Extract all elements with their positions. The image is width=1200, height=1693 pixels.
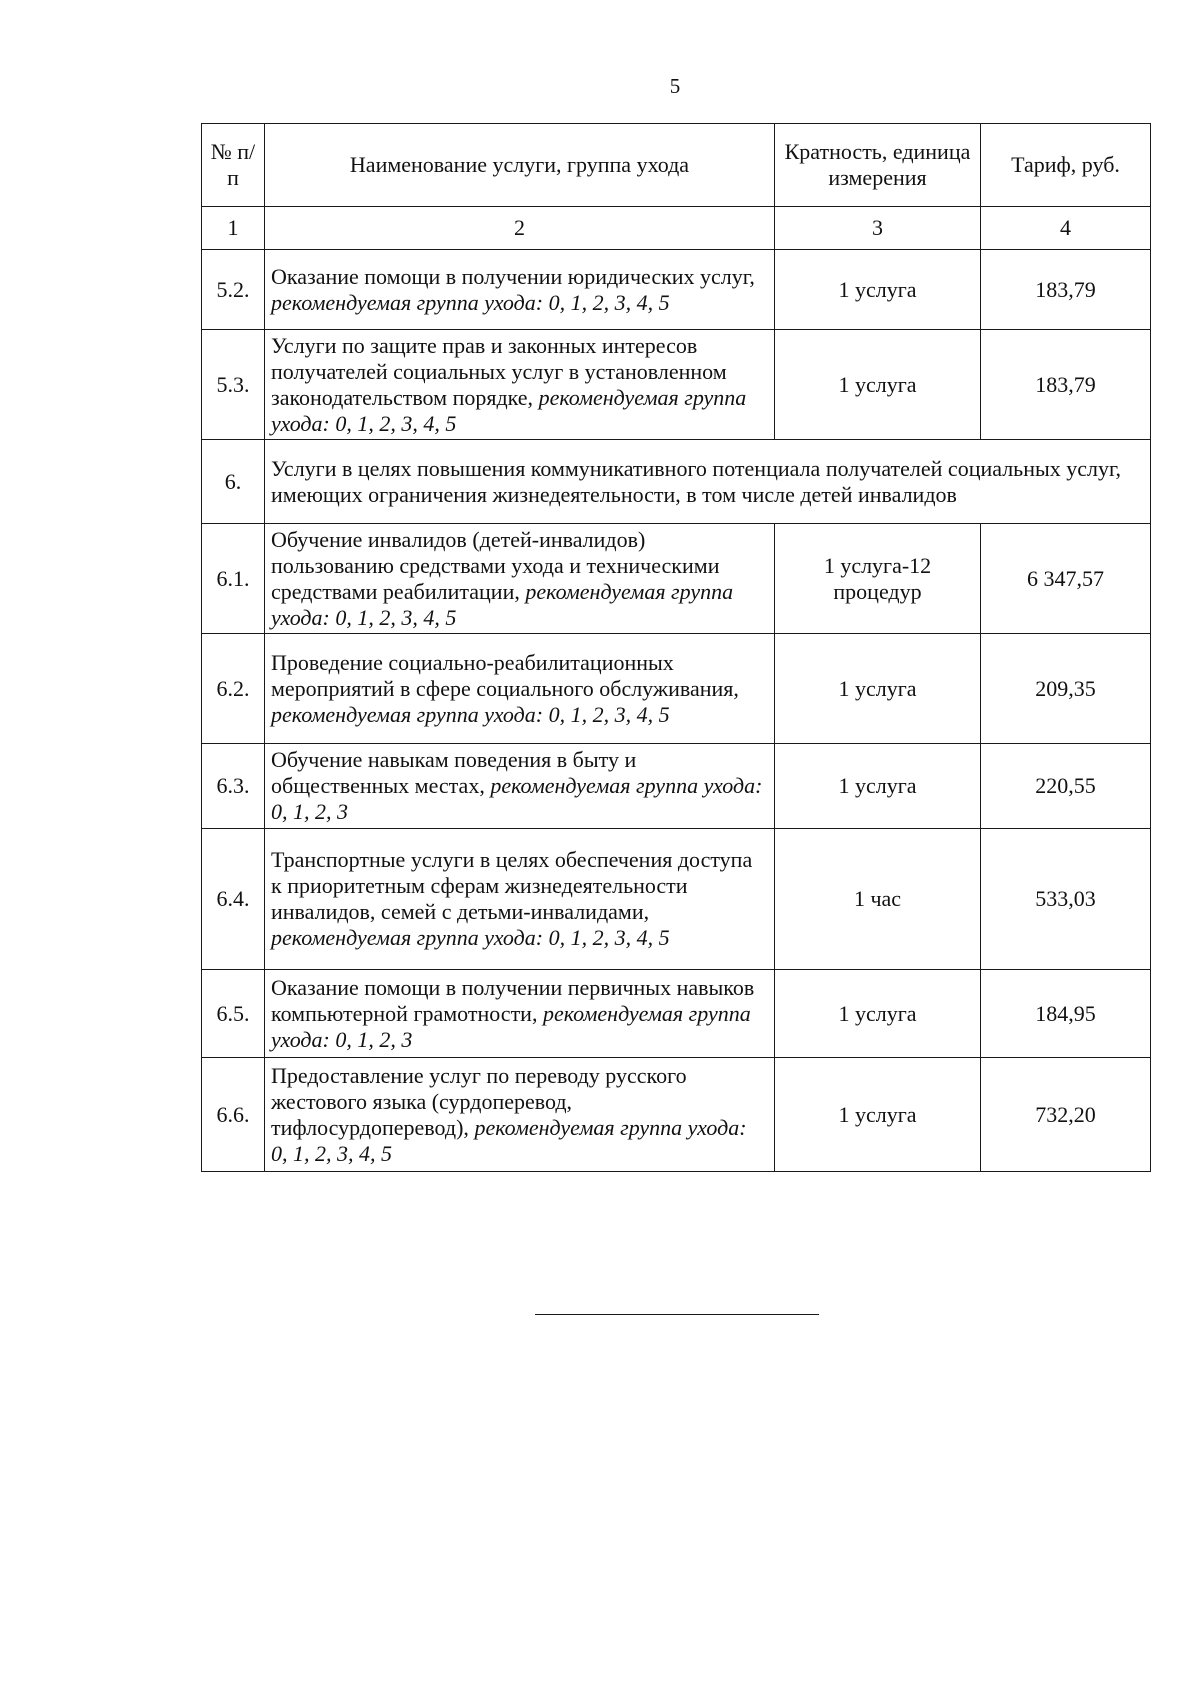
header-num: № п/п <box>202 124 265 207</box>
section-title: Услуги в целях повышения коммуникативного потенциала получателей социальных услуг, имеющих ограничения жизнедеятельности, в том числе детей инвалидов <box>265 440 1151 524</box>
unit-cell: 1 услуга-12 процедур <box>775 524 981 634</box>
service-name-cell <box>265 970 775 1058</box>
tariff-table <box>201 123 1151 1172</box>
care-group: рекомендуемая группа ухода: 0, 1, 2, 3, 4, 5 <box>271 289 670 315</box>
column-index: 2 <box>265 207 775 250</box>
page-number: 5 <box>669 74 681 98</box>
service-name-cell <box>265 1058 775 1172</box>
section-row <box>202 440 1151 524</box>
table-row <box>202 829 1151 970</box>
header-tariff: Тариф, руб. <box>981 124 1151 207</box>
row-number: 6.2. <box>202 634 265 744</box>
care-group: рекомендуемая группа ухода: 0, 1, 2, 3 <box>271 773 763 824</box>
table-row <box>202 1058 1151 1172</box>
tariff-cell: 184,95 <box>981 970 1151 1058</box>
service-name-cell <box>265 330 775 440</box>
service-name-cell <box>265 744 775 829</box>
care-group: рекомендуемая группа ухода: 0, 1, 2, 3, 4, 5 <box>271 701 670 727</box>
tariff-cell: 183,79 <box>981 250 1151 330</box>
service-name-cell <box>265 524 775 634</box>
end-of-document-line <box>535 1314 819 1315</box>
unit-cell: 1 услуга <box>775 1058 981 1172</box>
row-number: 6. <box>202 440 265 524</box>
tariff-cell: 732,20 <box>981 1058 1151 1172</box>
unit-cell: 1 услуга <box>775 250 981 330</box>
table-row <box>202 250 1151 330</box>
tariff-cell: 533,03 <box>981 829 1151 970</box>
row-number: 5.2. <box>202 250 265 330</box>
tariff-cell: 6 347,57 <box>981 524 1151 634</box>
table-row <box>202 970 1151 1058</box>
unit-cell: 1 услуга <box>775 970 981 1058</box>
table-row <box>202 330 1151 440</box>
care-group: рекомендуемая группа ухода: 0, 1, 2, 3, 4, 5 <box>271 925 670 950</box>
column-index: 4 <box>981 207 1151 250</box>
tariff-cell: 183,79 <box>981 330 1151 440</box>
column-index-row <box>202 207 1151 250</box>
service-name-cell <box>265 634 775 744</box>
service-name: Оказание помощи в получении первичных навыков компьютерной грамотности, <box>271 974 755 1026</box>
table-row <box>202 634 1151 744</box>
service-name: Транспортные услуги в целях обеспечения доступа к приоритетным сферам жизнедеятельности инвалидов, семей с детьми-инвалидами, <box>271 847 753 924</box>
column-index: 1 <box>202 207 265 250</box>
table-row <box>202 744 1151 829</box>
care-group: рекомендуемая группа ухода: 0, 1, 2, 3, 4, 5 <box>271 578 734 630</box>
tariff-cell: 220,55 <box>981 744 1151 829</box>
unit-cell: 1 услуга <box>775 634 981 744</box>
unit-cell: 1 услуга <box>775 330 981 440</box>
service-name: Предоставление услуг по переводу русского жестового языка (сурдоперевод, тифлосурдоперевод), <box>271 1062 687 1140</box>
service-name: Обучение навыкам поведения в быту и общественных местах, <box>271 747 637 798</box>
unit-cell: 1 час <box>775 829 981 970</box>
row-number: 5.3. <box>202 330 265 440</box>
care-group: рекомендуемая группа ухода: 0, 1, 2, 3, 4, 5 <box>271 384 747 436</box>
table-header-row <box>202 124 1151 207</box>
service-name: Оказание помощи в получении юридических услуг, <box>271 263 755 289</box>
service-name: Обучение инвалидов (детей-инвалидов) пользованию средствами ухода и техническими средствами реабилитации, <box>271 526 720 604</box>
row-number: 6.6. <box>202 1058 265 1172</box>
service-name-cell <box>265 829 775 970</box>
table-row <box>202 524 1151 634</box>
header-unit: Кратность, единица измерения <box>775 124 981 207</box>
column-index: 3 <box>775 207 981 250</box>
row-number: 6.5. <box>202 970 265 1058</box>
service-name: Проведение социально-реабилитационных мероприятий в сфере социального обслуживания, <box>271 649 739 701</box>
row-number: 6.1. <box>202 524 265 634</box>
unit-cell: 1 услуга <box>775 744 981 829</box>
header-name: Наименование услуги, группа ухода <box>265 124 775 207</box>
row-number: 6.4. <box>202 829 265 970</box>
service-name-cell <box>265 250 775 330</box>
care-group: рекомендуемая группа ухода: 0, 1, 2, 3 <box>271 1000 751 1052</box>
row-number: 6.3. <box>202 744 265 829</box>
service-name: Услуги по защите прав и законных интересов получателей социальных услуг в установленном законодательством порядке, <box>271 332 727 410</box>
tariff-cell: 209,35 <box>981 634 1151 744</box>
care-group: рекомендуемая группа ухода: 0, 1, 2, 3, 4, 5 <box>271 1114 747 1166</box>
